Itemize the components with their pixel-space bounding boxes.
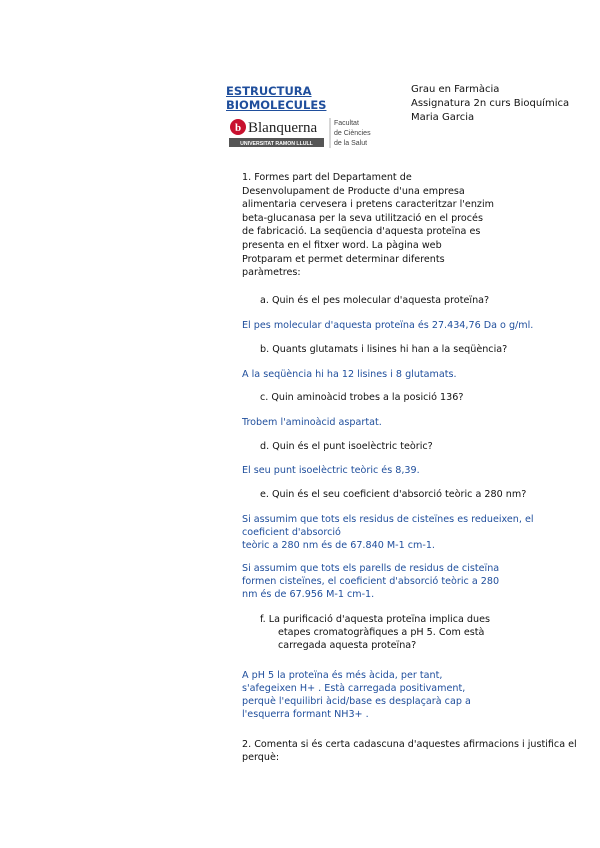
title-line-2: BIOMOLECULES — [226, 98, 327, 112]
answer-e-1-line: coeficient d'absorció — [242, 527, 341, 538]
question-b: b. Quants glutamats i lisines hi han a la seqüència? — [260, 344, 508, 355]
logo-badge-letter: b — [234, 122, 242, 134]
answer-f-line: perquè l'equilibri àcid/base es desplaçarà cap a — [242, 696, 471, 707]
answer-f — [242, 669, 471, 721]
answer-c: Trobem l'aminoàcid aspartat. — [242, 417, 382, 428]
answer-e-1 — [242, 513, 534, 552]
blanquerna-logo-graphic — [229, 116, 381, 150]
question-1-intro — [242, 171, 512, 280]
answer-b: A la seqüència hi ha 12 lisines i 8 glutamats. — [242, 369, 457, 380]
question-f-line: f. La purificació d'aquesta proteïna implica dues — [260, 614, 490, 625]
answer-e-1-line: teòric a 280 nm és de 67.840 M-1 cm-1. — [242, 540, 435, 551]
document-title — [226, 84, 326, 112]
answer-d: El seu punt isoelèctric teòric és 8,39. — [242, 465, 420, 476]
q1-line: 1. Formes part del Departament de — [242, 172, 412, 183]
q1-line: alimentaria cervesera i pretens caracteritzar l'enzim — [242, 199, 494, 211]
answer-f-line: l'esquerra formant NH3+ . — [242, 709, 369, 720]
question-d: d. Quin és el punt isoelèctric teòric? — [260, 441, 433, 452]
question-e: e. Quin és el seu coeficient d'absorció teòric a 280 nm? — [260, 489, 527, 500]
q1-line: de fabricació. La seqüencia d'aquesta proteïna es — [242, 226, 481, 238]
q1-line: paràmetres: — [242, 267, 301, 279]
logo-subtitle: UNIVERSITAT RAMON LLULL — [240, 141, 313, 147]
answer-a: El pes molecular d'aquesta proteïna és 27.434,76 Da o g/ml. — [242, 320, 534, 331]
title-line-1: ESTRUCTURA — [226, 84, 312, 98]
q1-line: beta-glucanasa per la seva utilització en el procés — [242, 212, 483, 224]
answer-e-2-line: formen cisteïnes, el coeficient d'absorció teòric a 280 — [242, 576, 500, 587]
answer-e-2 — [242, 562, 499, 601]
question-2-line: 2. Comenta si és certa cadascuna d'aquestes afirmacions i justifica el — [242, 739, 577, 750]
answer-f-line: A pH 5 la proteïna és més àcida, per tant, — [242, 670, 443, 681]
q1-line: Protparam et permet determinar diferents — [242, 253, 445, 265]
q1-line: presenta en el fitxer word. La pàgina web — [242, 239, 442, 251]
logo-wordmark: Blanquerna — [248, 120, 318, 136]
logo-faculty-line-2: de Ciències — [334, 130, 371, 137]
question-a: a. Quin és el pes molecular d'aquesta proteïna? — [260, 295, 490, 306]
question-f — [260, 613, 490, 652]
answer-f-line: s'afegeixen H+ . Està carregada positivament, — [242, 683, 466, 694]
question-f-line: carregada aquesta proteïna? — [278, 640, 417, 651]
q1-line: Desenvolupament de Producte d'una empresa — [242, 185, 465, 197]
blanquerna-logo — [229, 116, 381, 150]
question-2-line: perquè: — [242, 752, 280, 763]
question-2 — [242, 738, 600, 764]
logo-faculty-line-1: Facultat — [334, 120, 359, 127]
course-info — [411, 83, 569, 125]
answer-e-2-line: nm és de 67.956 M-1 cm-1. — [242, 589, 375, 600]
answer-e-1-line: Si assumim que tots els residus de cisteïnes es redueixen, el — [242, 514, 534, 525]
question-c: c. Quin aminoàcid trobes a la posició 136? — [260, 392, 464, 403]
logo-faculty-line-3: de la Salut — [334, 140, 368, 147]
degree-label: Grau en Farmàcia — [411, 84, 500, 95]
author-label: Maria Garcia — [411, 112, 475, 123]
answer-e-2-line: Si assumim que tots els parells de residus de cisteïna — [242, 563, 500, 574]
question-f-line: etapes cromatogràfiques a pH 5. Com està — [278, 627, 485, 638]
course-label: Assignatura 2n curs Bioquímica — [411, 98, 570, 109]
